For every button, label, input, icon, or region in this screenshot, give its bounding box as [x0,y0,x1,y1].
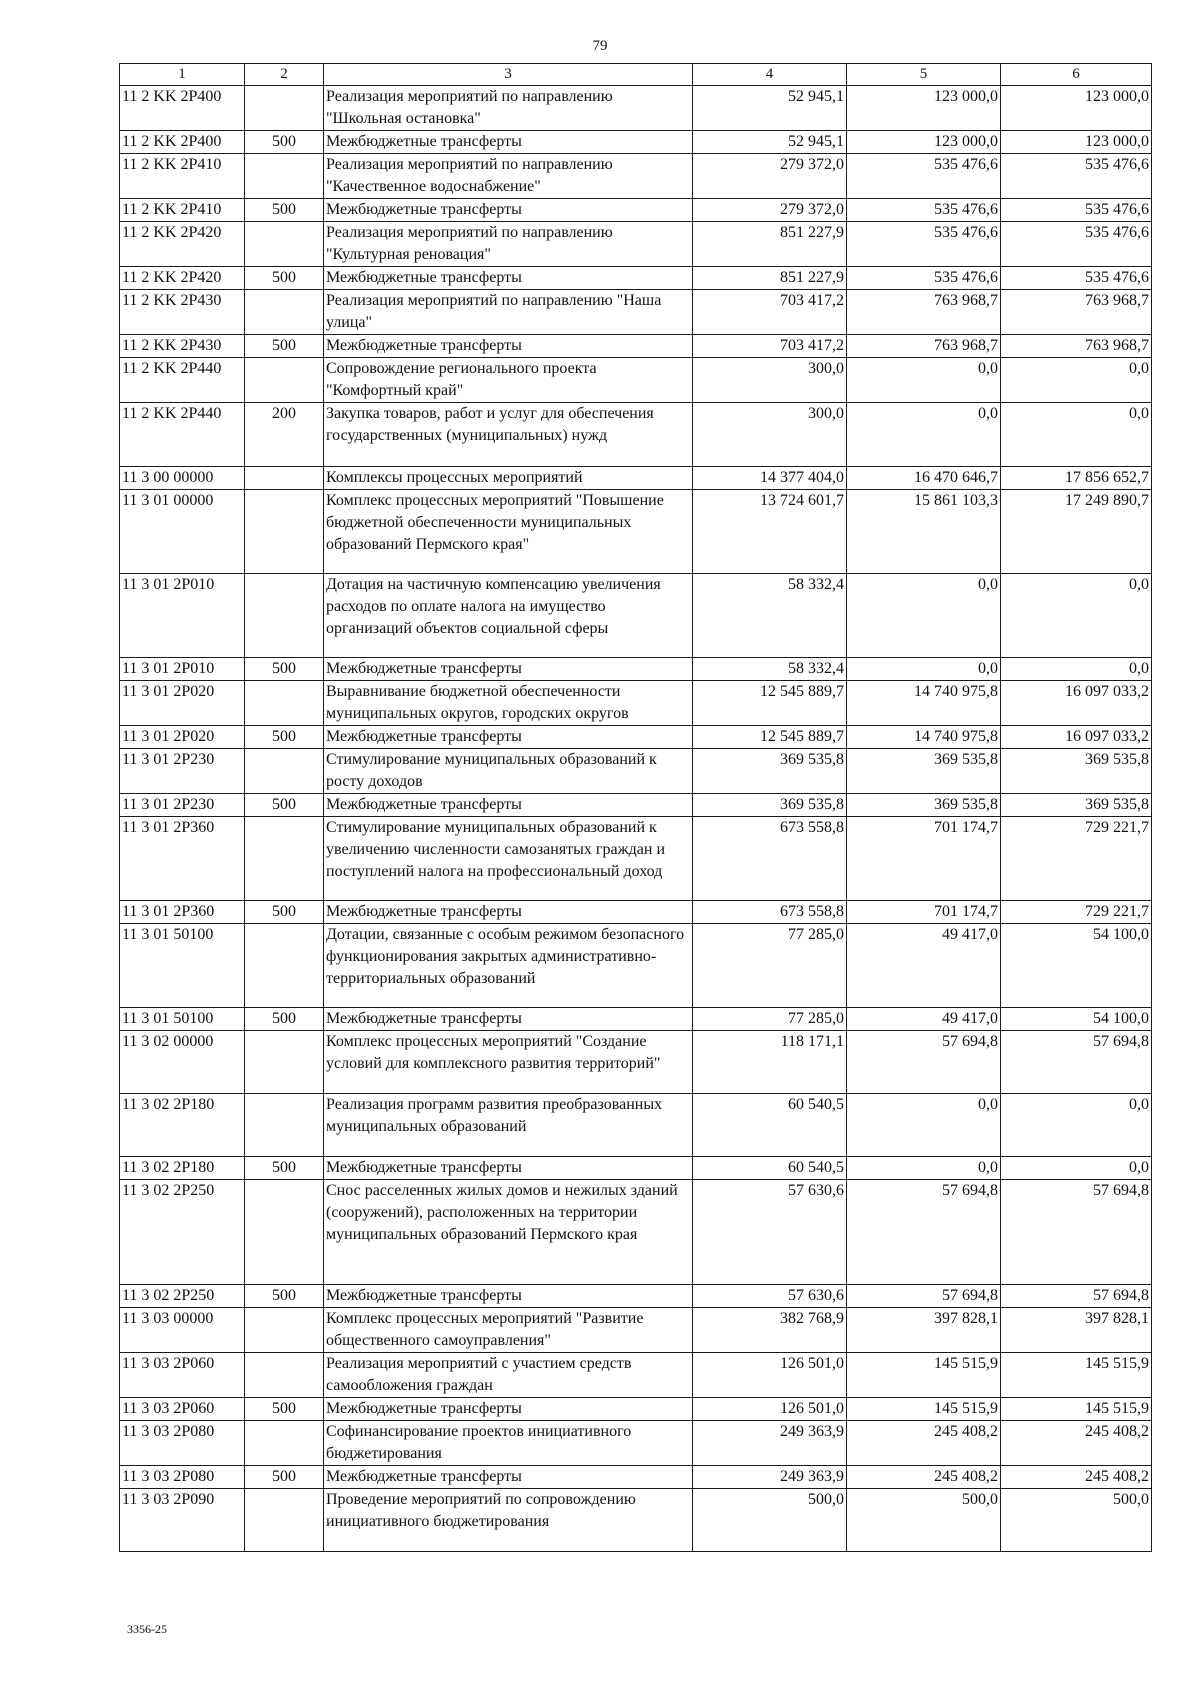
budget-table-body [120,86,1152,1552]
table-cell-amount-col4: 851 227,9 [693,222,847,267]
table-cell-name: Межбюджетные трансферты [324,1466,693,1489]
table-cell-expense-type [245,490,324,574]
table-cell-expense-type [245,1094,324,1157]
table-cell-name: Стимулирование муниципальных образований к росту доходов [324,749,693,794]
column-header-2: 2 [245,64,324,86]
budget-table-wrapper [119,63,1151,1552]
table-cell-amount-col6: 729 221,7 [1001,901,1152,924]
table-cell-amount-col6: 54 100,0 [1001,924,1152,1008]
table-cell-amount-col5: 535 476,6 [847,154,1001,199]
table-row [120,1285,1152,1308]
table-cell-amount-col4: 57 630,6 [693,1285,847,1308]
table-cell-code: 11 3 01 2P020 [120,681,245,726]
column-number-header-row [120,64,1152,86]
table-cell-name: Межбюджетные трансферты [324,658,693,681]
table-cell-name: Межбюджетные трансферты [324,726,693,749]
table-cell-amount-col6: 245 408,2 [1001,1466,1152,1489]
table-cell-amount-col4: 300,0 [693,403,847,467]
table-cell-expense-type: 500 [245,1285,324,1308]
table-cell-amount-col5: 397 828,1 [847,1308,1001,1353]
table-cell-name: Межбюджетные трансферты [324,794,693,817]
table-cell-amount-col6: 0,0 [1001,1157,1152,1180]
table-cell-amount-col6: 57 694,8 [1001,1180,1152,1285]
column-header-5: 5 [847,64,1001,86]
table-cell-code: 11 3 02 2P250 [120,1180,245,1285]
table-cell-amount-col6: 17 249 890,7 [1001,490,1152,574]
table-cell-amount-col4: 60 540,5 [693,1157,847,1180]
table-cell-name: Реализация мероприятий по направлению "Качественное водоснабжение" [324,154,693,199]
table-cell-amount-col5: 245 408,2 [847,1466,1001,1489]
table-cell-expense-type: 500 [245,1157,324,1180]
table-cell-expense-type [245,86,324,131]
table-row [120,574,1152,658]
table-cell-code: 11 3 01 2P010 [120,574,245,658]
table-cell-amount-col4: 249 363,9 [693,1466,847,1489]
table-cell-amount-col4: 382 768,9 [693,1308,847,1353]
table-cell-code: 11 2 KK 2P420 [120,222,245,267]
table-cell-amount-col6: 123 000,0 [1001,86,1152,131]
table-cell-amount-col5: 123 000,0 [847,131,1001,154]
table-cell-code: 11 3 02 2P180 [120,1157,245,1180]
table-row [120,1353,1152,1398]
table-cell-amount-col5: 535 476,6 [847,267,1001,290]
table-row [120,490,1152,574]
table-cell-expense-type [245,749,324,794]
table-cell-amount-col6: 0,0 [1001,574,1152,658]
table-cell-amount-col5: 145 515,9 [847,1353,1001,1398]
table-cell-amount-col4: 12 545 889,7 [693,726,847,749]
table-cell-amount-col5: 57 694,8 [847,1180,1001,1285]
table-cell-amount-col5: 0,0 [847,658,1001,681]
table-cell-name: Снос расселенных жилых домов и нежилых зданий (сооружений), расположенных на территории муниципальных образований Пермского края [324,1180,693,1285]
table-cell-code: 11 2 KK 2P400 [120,86,245,131]
table-cell-expense-type [245,1180,324,1285]
table-cell-amount-col4: 118 171,1 [693,1031,847,1094]
table-cell-name: Межбюджетные трансферты [324,1008,693,1031]
table-row [120,1398,1152,1421]
table-row [120,924,1152,1008]
table-cell-amount-col5: 763 968,7 [847,335,1001,358]
table-cell-amount-col6: 245 408,2 [1001,1421,1152,1466]
table-cell-amount-col6: 0,0 [1001,658,1152,681]
table-cell-amount-col6: 535 476,6 [1001,222,1152,267]
table-cell-code: 11 3 00 00000 [120,467,245,490]
table-cell-amount-col5: 500,0 [847,1489,1001,1552]
table-cell-expense-type: 500 [245,794,324,817]
table-cell-expense-type [245,1031,324,1094]
table-cell-amount-col6: 57 694,8 [1001,1285,1152,1308]
table-cell-amount-col6: 16 097 033,2 [1001,681,1152,726]
table-row [120,658,1152,681]
table-cell-code: 11 3 01 2P230 [120,749,245,794]
table-cell-name: Реализация мероприятий по направлению "Культурная реновация" [324,222,693,267]
table-cell-amount-col4: 77 285,0 [693,1008,847,1031]
table-cell-code: 11 3 03 2P080 [120,1466,245,1489]
table-cell-amount-col4: 703 417,2 [693,335,847,358]
table-cell-name: Межбюджетные трансферты [324,901,693,924]
table-row [120,335,1152,358]
table-cell-amount-col4: 13 724 601,7 [693,490,847,574]
table-cell-amount-col5: 14 740 975,8 [847,681,1001,726]
table-cell-amount-col6: 729 221,7 [1001,817,1152,901]
table-cell-amount-col6: 0,0 [1001,403,1152,467]
table-cell-code: 11 2 KK 2P430 [120,335,245,358]
table-cell-amount-col4: 703 417,2 [693,290,847,335]
document-code: 3356-25 [127,1622,167,1636]
table-cell-expense-type: 500 [245,1398,324,1421]
table-cell-amount-col5: 763 968,7 [847,290,1001,335]
page-number: 79 [592,38,608,54]
table-cell-expense-type [245,467,324,490]
table-cell-amount-col6: 0,0 [1001,358,1152,403]
table-row [120,817,1152,901]
table-cell-amount-col5: 535 476,6 [847,199,1001,222]
table-cell-amount-col6: 123 000,0 [1001,131,1152,154]
table-row [120,1489,1152,1552]
table-cell-amount-col4: 279 372,0 [693,154,847,199]
table-cell-name: Межбюджетные трансферты [324,1285,693,1308]
table-cell-expense-type [245,681,324,726]
table-cell-amount-col4: 369 535,8 [693,749,847,794]
table-cell-code: 11 3 01 2P360 [120,817,245,901]
table-cell-name: Комплекс процессных мероприятий "Создание условий для комплексного развития территорий" [324,1031,693,1094]
table-cell-name: Межбюджетные трансферты [324,1398,693,1421]
table-cell-expense-type [245,1308,324,1353]
table-cell-name: Выравнивание бюджетной обеспеченности муниципальных округов, городских округов [324,681,693,726]
table-cell-amount-col5: 535 476,6 [847,222,1001,267]
table-cell-expense-type [245,1353,324,1398]
table-cell-amount-col4: 279 372,0 [693,199,847,222]
table-row [120,467,1152,490]
table-cell-amount-col6: 369 535,8 [1001,794,1152,817]
table-cell-amount-col4: 14 377 404,0 [693,467,847,490]
table-cell-code: 11 3 03 2P090 [120,1489,245,1552]
table-cell-code: 11 3 02 2P250 [120,1285,245,1308]
table-row [120,1308,1152,1353]
table-cell-amount-col5: 145 515,9 [847,1398,1001,1421]
table-cell-name: Межбюджетные трансферты [324,335,693,358]
table-row [120,222,1152,267]
table-cell-amount-col6: 763 968,7 [1001,290,1152,335]
table-cell-amount-col5: 57 694,8 [847,1031,1001,1094]
table-cell-code: 11 3 03 00000 [120,1308,245,1353]
column-header-4: 4 [693,64,847,86]
table-cell-amount-col5: 245 408,2 [847,1421,1001,1466]
table-cell-expense-type [245,1489,324,1552]
table-cell-expense-type: 500 [245,658,324,681]
table-row [120,1180,1152,1285]
table-cell-name: Закупка товаров, работ и услуг для обеспечения государственных (муниципальных) нужд [324,403,693,467]
column-header-3: 3 [324,64,693,86]
table-row [120,1008,1152,1031]
table-cell-name: Межбюджетные трансферты [324,267,693,290]
table-cell-amount-col5: 16 470 646,7 [847,467,1001,490]
table-cell-code: 11 2 KK 2P440 [120,403,245,467]
table-cell-code: 11 3 01 2P010 [120,658,245,681]
table-cell-amount-col4: 57 630,6 [693,1180,847,1285]
table-cell-expense-type [245,222,324,267]
table-cell-amount-col4: 300,0 [693,358,847,403]
table-cell-amount-col6: 17 856 652,7 [1001,467,1152,490]
table-cell-name: Межбюджетные трансферты [324,1157,693,1180]
table-cell-code: 11 2 KK 2P440 [120,358,245,403]
table-cell-name: Реализация программ развития преобразованных муниципальных образований [324,1094,693,1157]
table-cell-name: Сопровождение регионального проекта "Комфортный край" [324,358,693,403]
table-cell-amount-col6: 54 100,0 [1001,1008,1152,1031]
table-cell-expense-type [245,1421,324,1466]
table-cell-code: 11 3 03 2P060 [120,1398,245,1421]
table-cell-amount-col6: 763 968,7 [1001,335,1152,358]
table-row [120,681,1152,726]
table-cell-code: 11 2 KK 2P400 [120,131,245,154]
table-cell-code: 11 3 03 2P080 [120,1421,245,1466]
table-row [120,1466,1152,1489]
table-cell-amount-col4: 673 558,8 [693,901,847,924]
table-cell-name: Проведение мероприятий по сопровождению инициативного бюджетирования [324,1489,693,1552]
table-row [120,131,1152,154]
table-cell-amount-col4: 60 540,5 [693,1094,847,1157]
table-cell-amount-col6: 16 097 033,2 [1001,726,1152,749]
table-cell-amount-col5: 49 417,0 [847,1008,1001,1031]
table-cell-amount-col4: 126 501,0 [693,1353,847,1398]
table-cell-expense-type [245,358,324,403]
table-cell-expense-type [245,154,324,199]
table-cell-amount-col5: 49 417,0 [847,924,1001,1008]
table-cell-amount-col4: 52 945,1 [693,131,847,154]
table-cell-expense-type: 500 [245,726,324,749]
table-cell-expense-type [245,574,324,658]
table-cell-amount-col4: 58 332,4 [693,658,847,681]
table-cell-code: 11 3 01 2P230 [120,794,245,817]
table-cell-expense-type: 500 [245,901,324,924]
table-cell-name: Межбюджетные трансферты [324,199,693,222]
column-header-6: 6 [1001,64,1152,86]
table-cell-code: 11 3 01 50100 [120,924,245,1008]
table-cell-amount-col4: 673 558,8 [693,817,847,901]
table-cell-name: Межбюджетные трансферты [324,131,693,154]
table-cell-name: Реализация мероприятий с участием средств самообложения граждан [324,1353,693,1398]
table-cell-name: Софинансирование проектов инициативного бюджетирования [324,1421,693,1466]
table-cell-amount-col5: 123 000,0 [847,86,1001,131]
table-cell-amount-col6: 535 476,6 [1001,199,1152,222]
table-cell-amount-col5: 701 174,7 [847,817,1001,901]
table-cell-expense-type: 200 [245,403,324,467]
table-cell-amount-col6: 369 535,8 [1001,749,1152,794]
table-cell-name: Реализация мероприятий по направлению "Школьная остановка" [324,86,693,131]
table-cell-amount-col6: 145 515,9 [1001,1398,1152,1421]
table-cell-expense-type: 500 [245,267,324,290]
table-cell-amount-col4: 851 227,9 [693,267,847,290]
table-cell-expense-type: 500 [245,131,324,154]
column-header-1: 1 [120,64,245,86]
table-cell-code: 11 2 KK 2P410 [120,154,245,199]
table-cell-code: 11 3 01 2P020 [120,726,245,749]
table-cell-code: 11 3 02 2P180 [120,1094,245,1157]
table-cell-code: 11 2 KK 2P430 [120,290,245,335]
table-cell-amount-col5: 0,0 [847,1157,1001,1180]
table-cell-code: 11 3 01 50100 [120,1008,245,1031]
table-cell-amount-col5: 15 861 103,3 [847,490,1001,574]
table-cell-expense-type: 500 [245,1008,324,1031]
table-cell-amount-col6: 145 515,9 [1001,1353,1152,1398]
table-cell-code: 11 3 01 00000 [120,490,245,574]
table-cell-name: Стимулирование муниципальных образований к увеличению численности самозанятых граждан и поступлений налога на профессиональный доход [324,817,693,901]
table-cell-amount-col6: 57 694,8 [1001,1031,1152,1094]
table-row [120,86,1152,131]
table-row [120,901,1152,924]
table-cell-amount-col6: 500,0 [1001,1489,1152,1552]
table-cell-name: Дотации, связанные с особым режимом безопасного функционирования закрытых административно-территориальных образований [324,924,693,1008]
table-cell-expense-type: 500 [245,335,324,358]
table-cell-amount-col4: 126 501,0 [693,1398,847,1421]
table-cell-amount-col5: 0,0 [847,574,1001,658]
table-cell-amount-col4: 249 363,9 [693,1421,847,1466]
table-cell-name: Реализация мероприятий по направлению "Наша улица" [324,290,693,335]
table-cell-amount-col5: 0,0 [847,358,1001,403]
table-cell-amount-col5: 14 740 975,8 [847,726,1001,749]
budget-table [119,63,1152,1552]
table-cell-amount-col5: 57 694,8 [847,1285,1001,1308]
table-cell-amount-col5: 369 535,8 [847,794,1001,817]
table-row [120,726,1152,749]
table-row [120,154,1152,199]
table-row [120,199,1152,222]
table-cell-amount-col6: 535 476,6 [1001,267,1152,290]
table-cell-amount-col4: 52 945,1 [693,86,847,131]
table-cell-amount-col4: 12 545 889,7 [693,681,847,726]
table-cell-code: 11 2 KK 2P420 [120,267,245,290]
table-row [120,290,1152,335]
table-row [120,358,1152,403]
table-cell-code: 11 3 02 00000 [120,1031,245,1094]
table-cell-code: 11 3 01 2P360 [120,901,245,924]
table-cell-amount-col4: 58 332,4 [693,574,847,658]
table-cell-expense-type: 500 [245,1466,324,1489]
table-cell-amount-col5: 0,0 [847,403,1001,467]
table-row [120,1094,1152,1157]
table-cell-name: Комплексы процессных мероприятий [324,467,693,490]
table-cell-amount-col5: 0,0 [847,1094,1001,1157]
table-cell-expense-type: 500 [245,199,324,222]
table-row [120,267,1152,290]
table-cell-amount-col6: 0,0 [1001,1094,1152,1157]
table-row [120,794,1152,817]
table-row [120,749,1152,794]
table-cell-amount-col6: 397 828,1 [1001,1308,1152,1353]
table-cell-code: 11 3 03 2P060 [120,1353,245,1398]
table-cell-expense-type [245,290,324,335]
table-cell-name: Комплекс процессных мероприятий "Развитие общественного самоуправления" [324,1308,693,1353]
table-cell-amount-col5: 701 174,7 [847,901,1001,924]
table-cell-name: Комплекс процессных мероприятий "Повышение бюджетной обеспеченности муниципальных образований Пермского края" [324,490,693,574]
table-cell-amount-col4: 369 535,8 [693,794,847,817]
table-cell-amount-col4: 500,0 [693,1489,847,1552]
table-row [120,403,1152,467]
table-row [120,1031,1152,1094]
table-cell-expense-type [245,817,324,901]
table-row [120,1421,1152,1466]
table-row [120,1157,1152,1180]
table-cell-expense-type [245,924,324,1008]
table-cell-code: 11 2 KK 2P410 [120,199,245,222]
table-cell-name: Дотация на частичную компенсацию увеличения расходов по оплате налога на имущество организаций объектов социальной сферы [324,574,693,658]
table-cell-amount-col6: 535 476,6 [1001,154,1152,199]
table-cell-amount-col5: 369 535,8 [847,749,1001,794]
table-cell-amount-col4: 77 285,0 [693,924,847,1008]
